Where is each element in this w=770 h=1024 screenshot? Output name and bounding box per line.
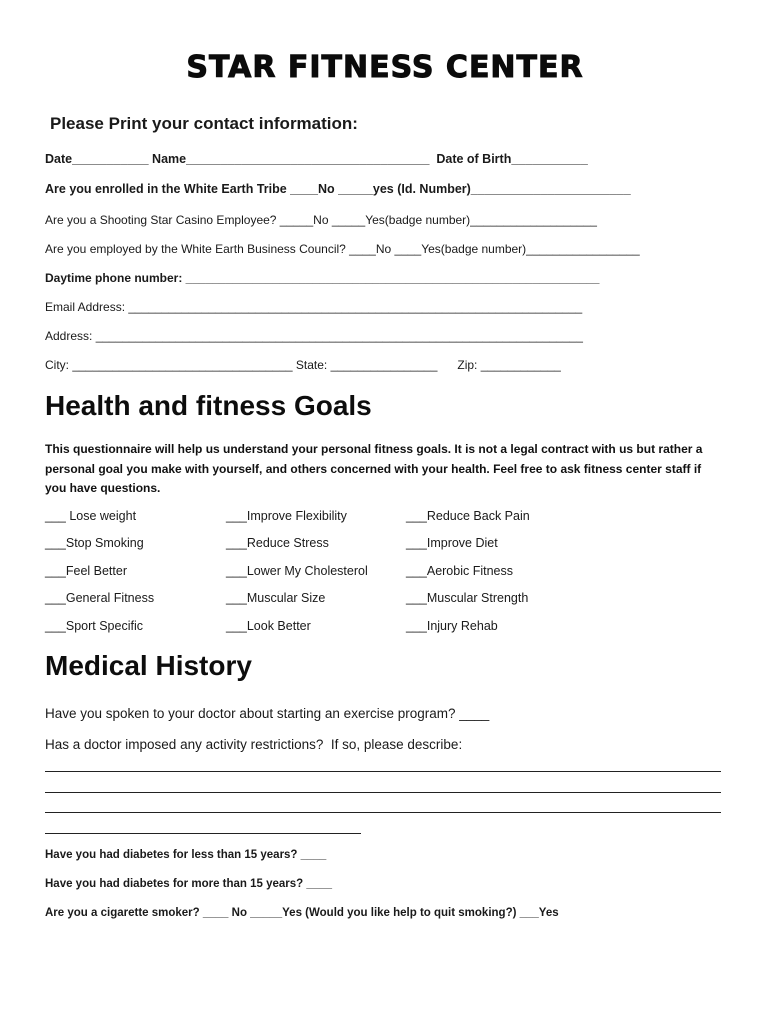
goal-improve-flexibility[interactable]: ___Improve Flexibility xyxy=(226,509,347,523)
diabetes-more-than-15-question[interactable]: Have you had diabetes for more than 15 years? ____ xyxy=(45,878,332,890)
daytime-phone-line[interactable]: Daytime phone number: ______________________________________________________________ xyxy=(45,271,600,285)
goal-general-fitness[interactable]: ___General Fitness xyxy=(45,591,155,605)
goal-sport-specific[interactable]: ___Sport Specific xyxy=(45,619,143,633)
date-name-dob-line[interactable]: Date___________ Name___________________________________ Date of Birth___________ xyxy=(45,152,588,166)
goal-look-better[interactable]: ___Look Better xyxy=(226,619,311,633)
business-council-line[interactable]: Are you employed by the White Earth Business Council? ____No ____Yes(badge number)_________________ xyxy=(45,242,640,256)
city-state-zip-line[interactable]: City: _________________________________ State: ________________ Zip: ____________ xyxy=(45,358,561,372)
restrictions-answer-line-1[interactable] xyxy=(45,771,721,772)
restrictions-answer-line-2[interactable] xyxy=(45,792,721,793)
goal-lower-cholesterol[interactable]: ___Lower My Cholesterol xyxy=(226,564,368,578)
contact-heading: Please Print your contact information: xyxy=(50,114,358,133)
goal-lose-weight[interactable]: ___ Lose weight xyxy=(45,509,137,523)
form-title: STAR FITNESS CENTER xyxy=(186,50,584,85)
goal-muscular-size[interactable]: ___Muscular Size xyxy=(226,591,326,605)
cigarette-smoker-question[interactable]: Are you a cigarette smoker? ____ No _____Yes (Would you like help to quit smoking?) ___Yes xyxy=(45,907,559,919)
casino-employee-line[interactable]: Are you a Shooting Star Casino Employee? _____No _____Yes(badge number)___________________ xyxy=(45,213,597,227)
goal-improve-diet[interactable]: ___Improve Diet xyxy=(406,536,498,550)
restrictions-answer-line-4[interactable] xyxy=(45,833,361,834)
doctor-spoken-question[interactable]: Have you spoken to your doctor about starting an exercise program? ____ xyxy=(45,706,490,721)
email-address-line[interactable]: Email Address: ____________________________________________________________________ xyxy=(45,300,583,314)
goal-reduce-stress[interactable]: ___Reduce Stress xyxy=(226,536,329,550)
goals-intro: This questionnaire will help us understand your personal fitness goals. It is not a legal contract with us but rather a personal goal you make with yourself, and others concerned with your health. Feel free to ask fitness center staff if you have questions. xyxy=(45,442,703,495)
goal-reduce-back-pain[interactable]: ___Reduce Back Pain xyxy=(406,509,530,523)
activity-restrictions-question: Has a doctor imposed any activity restrictions? If so, please describe: xyxy=(45,737,463,752)
tribe-enrollment-line[interactable]: Are you enrolled in the White Earth Tribe ____No _____yes (Id. Number)_______________________ xyxy=(45,182,631,196)
goal-feel-better[interactable]: ___Feel Better xyxy=(45,564,127,578)
address-line[interactable]: Address: _________________________________________________________________________ xyxy=(45,329,583,343)
goals-heading: Health and fitness Goals xyxy=(45,390,372,421)
goal-injury-rehab[interactable]: ___Injury Rehab xyxy=(406,619,498,633)
diabetes-less-than-15-question[interactable]: Have you had diabetes for less than 15 years? ____ xyxy=(45,849,327,861)
goal-aerobic-fitness[interactable]: ___Aerobic Fitness xyxy=(406,564,514,578)
goal-muscular-strength[interactable]: ___Muscular Strength xyxy=(406,591,529,605)
restrictions-answer-line-3[interactable] xyxy=(45,812,721,813)
medical-heading: Medical History xyxy=(45,650,252,681)
goal-stop-smoking[interactable]: ___Stop Smoking xyxy=(45,536,144,550)
